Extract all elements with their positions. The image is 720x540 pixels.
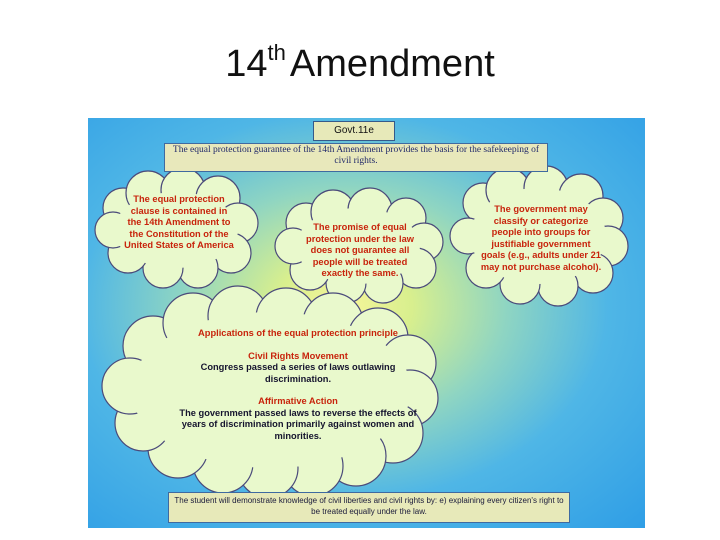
- slide-title: [0, 40, 720, 86]
- standard-code-label: Govt.11e: [313, 121, 395, 141]
- civil-rights-text: Congress passed a series of laws outlawing discrimination.: [200, 362, 396, 384]
- cloud-left-text: The equal protection clause is contained in the 14th Amendment to the Constitution of the United States of America: [124, 194, 234, 250]
- cloud-right-text: The government may classify or categorize people into groups for justifiable government goals (e.g., adults under 21 may not purchase alcohol).: [480, 204, 602, 272]
- cloud-shapes: [88, 118, 645, 528]
- title-text: Amendment: [289, 43, 495, 85]
- title-number: 14: [225, 43, 268, 85]
- title-superscript: th: [267, 40, 286, 65]
- cloud-middle-text: The promise of equal protection under the law does not guarantee all people will be treated exactly the same.: [306, 222, 414, 278]
- diagram-panel: [88, 118, 645, 528]
- applications-heading: Applications of the equal protection principle: [198, 328, 398, 338]
- civil-rights-heading: Civil Rights Movement: [248, 350, 348, 361]
- affirmative-action-text: The government passed laws to reverse the effects of years of discrimination primarily against women and minorities.: [179, 407, 417, 441]
- footer-standard-text: The student will demonstrate knowledge of civil liberties and civil rights by: e) explaining every citizen's right to be treated equally under the law.: [168, 492, 570, 523]
- applications-block: [168, 328, 428, 442]
- affirmative-action-heading: Affirmative Action: [258, 396, 338, 406]
- banner-statement: The equal protection guarantee of the 14th Amendment provides the basis for the safekeeping of civil rights.: [164, 143, 548, 172]
